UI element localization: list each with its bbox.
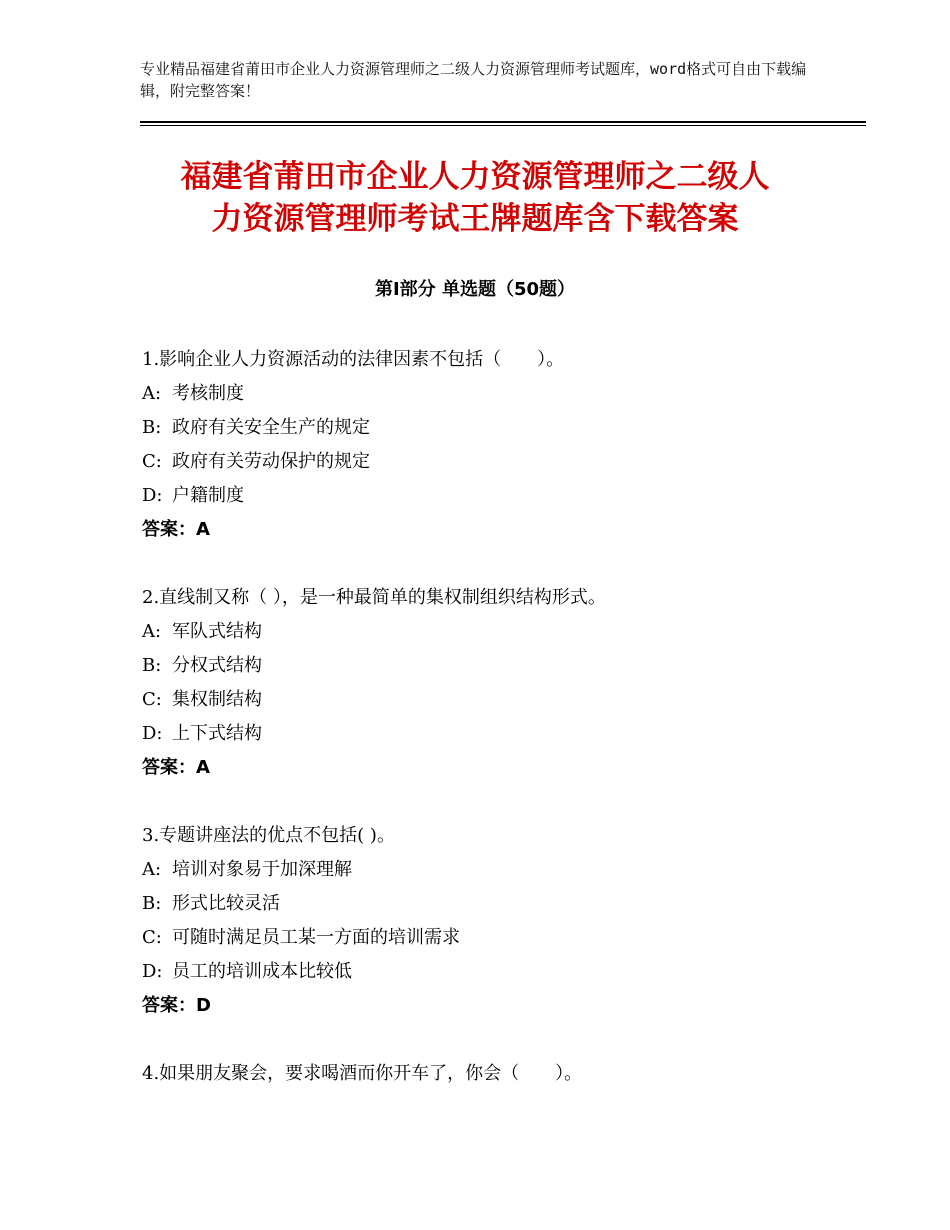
option-text: 形式比较灵活 <box>172 893 280 914</box>
option-text: 户籍制度 <box>172 485 244 506</box>
option-text: 可随时满足员工某一方面的培训需求 <box>172 927 460 948</box>
question-item <box>142 819 862 1023</box>
question-stem: 2.直线制又称（ ），是一种最简单的集权制组织结构形式。 <box>142 587 606 608</box>
option-item <box>142 615 862 649</box>
option-text: 分权式结构 <box>172 655 262 676</box>
option-item <box>142 853 862 887</box>
section-title: 第Ⅰ部分 单选题（50题） <box>374 279 575 300</box>
option-key: A: <box>142 859 162 880</box>
header-divider-thick <box>140 121 866 123</box>
option-text: 军队式结构 <box>172 621 262 642</box>
option-key: C: <box>142 689 162 710</box>
option-text: 集权制结构 <box>172 689 262 710</box>
question-list <box>142 343 862 1125</box>
option-item <box>142 479 862 513</box>
question-item <box>142 1057 862 1091</box>
question-item <box>142 343 862 547</box>
option-key: C: <box>142 451 162 472</box>
option-item <box>142 717 862 751</box>
question-stem: 1.影响企业人力资源活动的法律因素不包括（ ）。 <box>142 349 565 370</box>
option-key: D: <box>142 723 163 744</box>
option-item <box>142 411 862 445</box>
option-text: 员工的培训成本比较低 <box>172 961 352 982</box>
question-item <box>142 581 862 785</box>
option-key: A: <box>142 383 162 404</box>
answer-line: 答案：D <box>142 995 211 1016</box>
option-text: 政府有关劳动保护的规定 <box>172 451 370 472</box>
option-text: 上下式结构 <box>172 723 262 744</box>
question-stem: 3.专题讲座法的优点不包括( )。 <box>142 825 395 846</box>
option-key: B: <box>142 417 162 438</box>
option-text: 政府有关安全生产的规定 <box>172 417 370 438</box>
option-key: C: <box>142 927 162 948</box>
option-item <box>142 683 862 717</box>
option-text: 培训对象易于加深理解 <box>172 859 352 880</box>
option-item <box>142 445 862 479</box>
answer-line: 答案：A <box>142 757 210 778</box>
option-item <box>142 377 862 411</box>
question-stem: 4.如果朋友聚会，要求喝酒而你开车了，你会（ ）。 <box>142 1063 583 1084</box>
option-item <box>142 921 862 955</box>
header-divider-thin <box>140 125 866 126</box>
document-title <box>100 156 850 240</box>
option-item <box>142 887 862 921</box>
option-key: B: <box>142 893 162 914</box>
option-key: D: <box>142 961 163 982</box>
option-key: D: <box>142 485 163 506</box>
option-item <box>142 955 862 989</box>
option-text: 考核制度 <box>172 383 244 404</box>
option-key: A: <box>142 621 162 642</box>
answer-line: 答案：A <box>142 519 210 540</box>
title-line-2: 力资源管理师考试王牌题库含下载答案 <box>211 201 739 237</box>
option-key: B: <box>142 655 162 676</box>
title-line-1: 福建省莆田市企业人力资源管理师之二级人 <box>180 159 770 195</box>
header-note: 专业精品福建省莆田市企业人力资源管理师之二级人力资源管理师考试题库，word格式可自由下载编辑，附完整答案！ <box>140 60 807 100</box>
option-item <box>142 649 862 683</box>
